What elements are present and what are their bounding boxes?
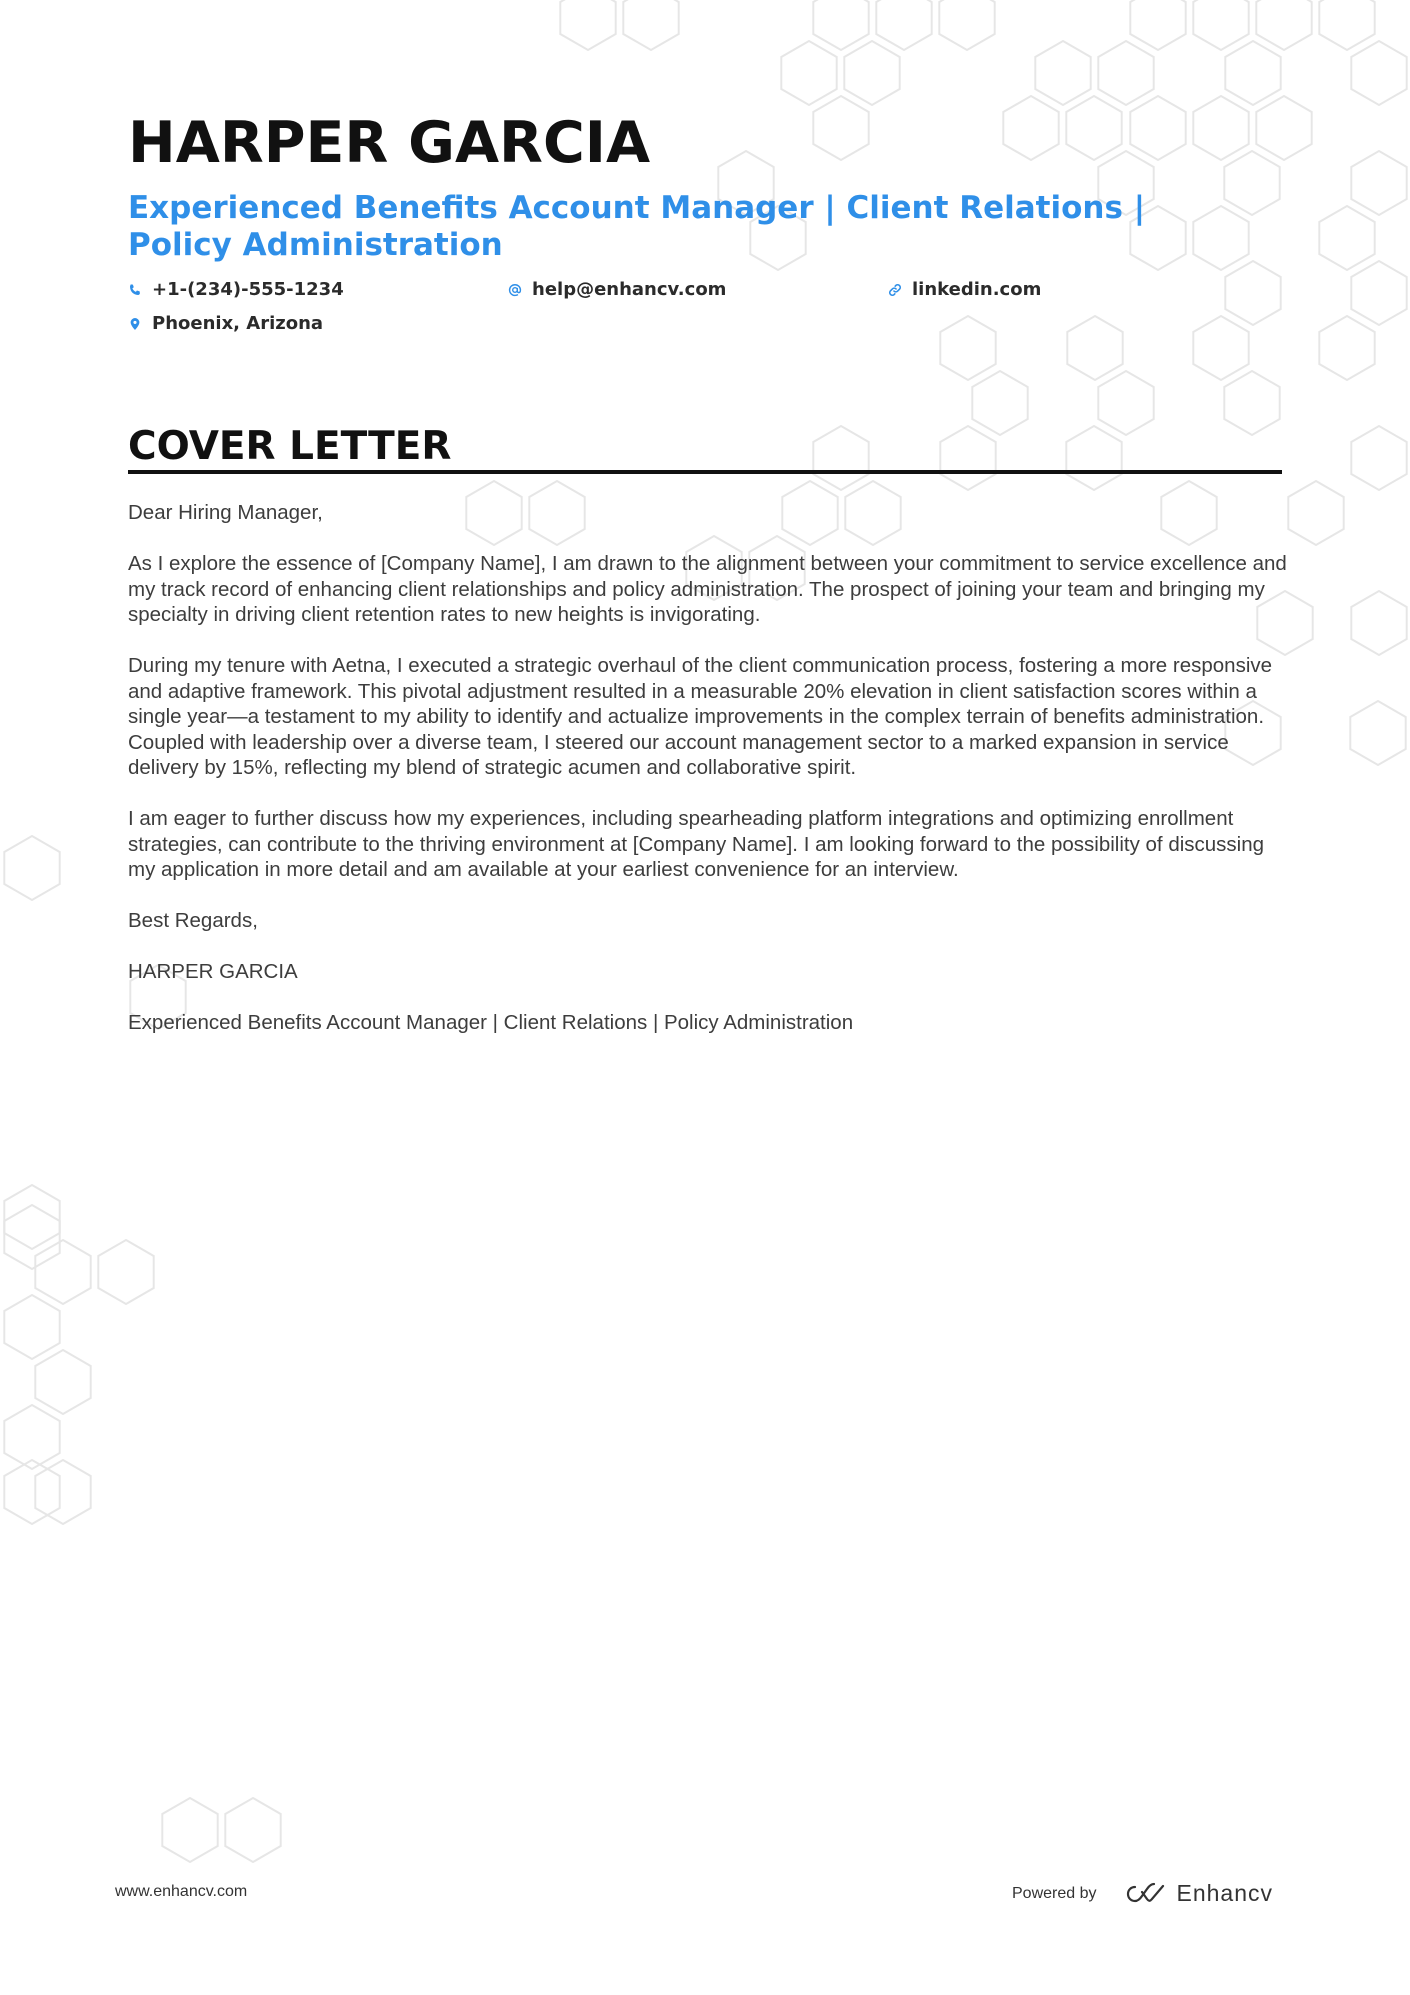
section-title: COVER LETTER [128, 424, 452, 469]
hexagon-shape [939, 0, 994, 50]
hexagon-shape [1224, 151, 1279, 215]
link-icon [888, 282, 902, 298]
hexagon-shape [1288, 481, 1343, 545]
email-link[interactable]: help@enhancv.com [532, 279, 727, 300]
hexagon-shape [1256, 0, 1311, 50]
hexagon-shape [1098, 41, 1153, 105]
contact-location [128, 313, 323, 334]
hexagon-shape [1193, 316, 1248, 380]
hexagon-shape [35, 1350, 90, 1414]
hexagon-shape [813, 426, 868, 490]
map-pin-icon [128, 316, 142, 332]
hexagon-shape [35, 1240, 90, 1304]
hexagon-shape [1193, 206, 1248, 270]
hexagon-shape [1351, 591, 1406, 655]
hexagon-shape [162, 1798, 217, 1862]
hexagon-shape [972, 371, 1027, 435]
hexagon-shape [876, 0, 931, 50]
powered-by-label: Powered by [1012, 1884, 1097, 1902]
hexagon-shape [1098, 371, 1153, 435]
hexagon-shape [813, 96, 868, 160]
hexagon-shape [35, 1460, 90, 1524]
hexagon-shape [623, 0, 678, 50]
contact-phone [128, 279, 344, 300]
signature-title: Experienced Benefits Account Manager | Client Relations | Policy Administration [128, 1011, 854, 1034]
hexagon-shape [940, 316, 995, 380]
hexagon-shape [4, 836, 59, 900]
enhancv-logo[interactable] [1123, 1880, 1274, 1907]
hexagon-shape [98, 1240, 153, 1304]
hexagon-shape [813, 0, 868, 50]
hexagon-shape [225, 1798, 280, 1862]
hexagon-shape [1351, 41, 1406, 105]
hexagon-shape [1224, 371, 1279, 435]
hexagon-shape [1066, 96, 1121, 160]
hexagon-shape [560, 0, 615, 50]
candidate-name: HARPER GARCIA [128, 110, 651, 176]
hexagon-shape [1035, 41, 1090, 105]
letter-paragraph: I am eager to further discuss how my experiences, including spearheading platform integrations and optimizing enrollment strategies, can contribute to the thriving environment at [Company Name]. I am looking forward to the possibility of discussing my application in more detail and am available at your earliest convenience for an interview. [128, 807, 1265, 881]
signature-name: HARPER GARCIA [128, 960, 298, 983]
location-text: Phoenix, Arizona [152, 313, 324, 334]
hexagon-shape [781, 41, 836, 105]
hexagon-shape [1319, 206, 1374, 270]
hexagon-shape [1351, 426, 1406, 490]
contact-email[interactable] [508, 279, 726, 300]
letter-greeting: Dear Hiring Manager, [128, 501, 323, 524]
hexagon-shape [1193, 0, 1248, 50]
hexagon-shape [1225, 41, 1280, 105]
hexagon-shape [1351, 261, 1406, 325]
hexagon-shape [940, 426, 995, 490]
linkedin-link[interactable]: linkedin.com [912, 279, 1042, 300]
hexagon-shape [1319, 0, 1374, 50]
hexagon-shape [1067, 316, 1122, 380]
hexagon-shape [1351, 151, 1406, 215]
at-sign-icon [508, 282, 522, 298]
enhancv-brand-name: Enhancv [1176, 1880, 1274, 1906]
hexagon-shape [1193, 96, 1248, 160]
letter-body [128, 500, 1288, 1061]
footer-website-link[interactable]: www.enhancv.com [115, 1883, 248, 1900]
contact-linkedin[interactable] [888, 279, 1041, 300]
hexagon-shape [1319, 316, 1374, 380]
hexagon-shape [1256, 96, 1311, 160]
candidate-headline: Experienced Benefits Account Manager | Client Relations | Policy Administration [128, 190, 1146, 263]
phone-text: +1-(234)-555-1234 [152, 279, 344, 300]
hexagon-shape [4, 1295, 59, 1359]
powered-by [1012, 1880, 1273, 1907]
hexagon-shape [1225, 261, 1280, 325]
hexagon-shape [1066, 426, 1121, 490]
phone-icon [128, 282, 142, 298]
section-divider [128, 470, 1282, 474]
hexagon-shape [844, 41, 899, 105]
letter-closing: Best Regards, [128, 909, 258, 932]
hexagon-shape [1003, 96, 1058, 160]
hexagon-shape [1350, 701, 1405, 765]
hexagon-shape [1130, 0, 1185, 50]
enhancv-logo-icon [1123, 1882, 1169, 1906]
letter-paragraph: During my tenure with Aetna, I executed a strategic overhaul of the client communication process, fostering a more responsive and adaptive framework. This pivotal adjustment resulted in a measurable 20% elevation in client satisfaction scores within a single year—a testament to my ability to identify and actualize improvements in the complex terrain of benefits administration. Coupled with leadership over a diverse team, I steered our account management sector to a marked expansion in service delivery by 15%, reflecting my blend of strategic acumen and collaborative spirit. [128, 654, 1273, 779]
letter-paragraph: As I explore the essence of [Company Name], I am drawn to the alignment between your commitment to service excellence and my track record of enhancing client relationships and policy administration. The prospect of joining your team and bringing my specialty in driving client retention rates to new heights is invigorating. [128, 552, 1287, 626]
hexagon-shape [1130, 96, 1185, 160]
